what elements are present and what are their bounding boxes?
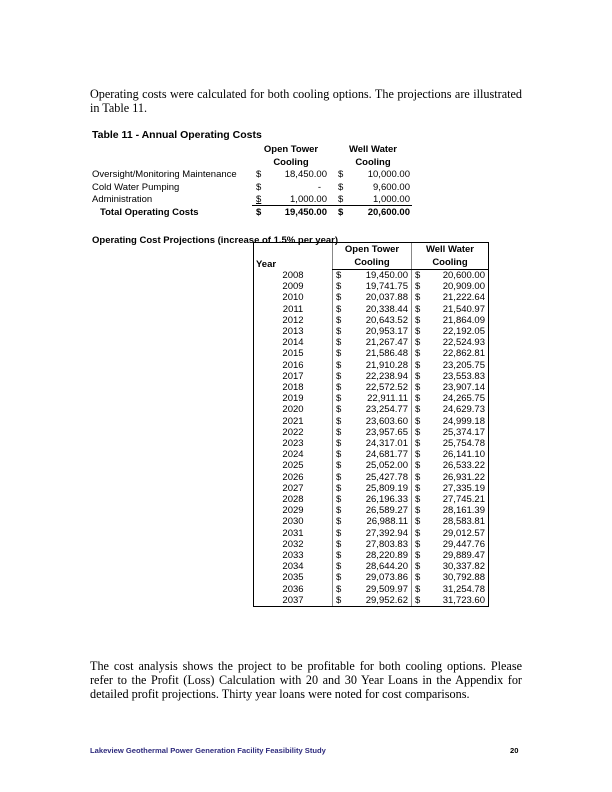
well-water-value: 9,600.00 — [373, 181, 410, 193]
open-tower-total: 19,450.00 — [284, 206, 327, 218]
currency-symbol: $ — [333, 449, 351, 460]
currency-symbol: $ — [412, 281, 428, 292]
currency-symbol: $ — [333, 292, 351, 303]
page-number: 20 — [510, 746, 519, 755]
year-cell: 2034 — [254, 561, 333, 572]
projection-row — [254, 550, 489, 561]
currency-symbol: $ — [412, 371, 428, 382]
currency-symbol: $ — [256, 194, 262, 206]
currency-symbol: $ — [412, 516, 428, 527]
well-water-value: 1,000.00 — [373, 194, 410, 206]
annual-col1-header-line2: Cooling — [273, 156, 309, 168]
annual-col2-header-line1: Well Water — [348, 144, 398, 155]
well-water-cell: 29,889.47 — [427, 550, 489, 561]
open-tower-value: 18,450.00 — [284, 169, 327, 181]
projection-row — [254, 416, 489, 427]
open-tower-cell: 24,681.77 — [365, 449, 408, 461]
projection-row — [254, 304, 489, 315]
year-cell: 2033 — [254, 550, 333, 561]
currency-symbol: $ — [333, 281, 351, 292]
currency-symbol: $ — [338, 194, 344, 206]
currency-symbol: $ — [412, 494, 428, 505]
well-water-cell: 22,862.81 — [427, 348, 489, 359]
open-tower-header-line1: Open Tower — [333, 243, 412, 257]
open-tower-cell: 25,427.78 — [365, 471, 408, 483]
currency-symbol: $ — [412, 360, 428, 371]
open-tower-cell: 26,196.33 — [365, 494, 408, 506]
currency-symbol: $ — [412, 539, 428, 550]
currency-symbol: $ — [412, 472, 428, 483]
currency-symbol: $ — [256, 206, 262, 218]
currency-symbol: $ — [412, 528, 428, 539]
annual-col2-header-line2: Cooling — [355, 156, 391, 168]
currency-symbol: $ — [333, 315, 351, 326]
year-cell: 2028 — [254, 494, 333, 505]
well-water-cell: 23,205.75 — [427, 360, 489, 371]
currency-symbol: $ — [333, 326, 351, 337]
well-water-header-line2: Cooling — [412, 256, 489, 270]
year-cell: 2030 — [254, 516, 333, 527]
well-water-cell: 21,540.97 — [427, 304, 489, 315]
projection-row — [254, 371, 489, 382]
currency-symbol: $ — [412, 337, 428, 348]
well-water-cell: 22,192.05 — [427, 326, 489, 337]
currency-symbol: $ — [333, 360, 351, 371]
currency-symbol: $ — [412, 326, 428, 337]
currency-symbol: $ — [412, 460, 428, 471]
open-tower-cell: 20,037.88 — [365, 292, 408, 304]
open-tower-cell: 28,220.89 — [365, 550, 408, 562]
total-label: Total Operating Costs — [100, 206, 199, 218]
well-water-cell: 26,533.22 — [427, 460, 489, 471]
open-tower-cell: 21,586.48 — [365, 348, 408, 360]
open-tower-cell: 20,338.44 — [365, 303, 408, 315]
currency-symbol: $ — [412, 449, 428, 460]
currency-symbol: $ — [333, 337, 351, 348]
open-tower-cell: 19,450.00 — [365, 270, 408, 281]
well-water-cell: 23,907.14 — [427, 382, 489, 393]
open-tower-cell: 23,957.65 — [365, 426, 408, 438]
projection-row — [254, 472, 489, 483]
currency-symbol: $ — [412, 404, 428, 415]
year-cell: 2017 — [254, 371, 333, 382]
footer-document-title: Lakeview Geothermal Power Generation Facility Feasibility Study — [90, 746, 326, 755]
open-tower-cell: 29,952.62 — [350, 595, 412, 607]
open-tower-cell: 21,267.47 — [365, 337, 408, 349]
well-water-cell: 29,012.57 — [427, 528, 489, 539]
open-tower-cell: 24,317.01 — [365, 438, 408, 450]
well-water-cell: 30,792.88 — [427, 572, 489, 583]
currency-symbol: $ — [256, 169, 262, 181]
projection-row — [254, 292, 489, 303]
currency-symbol: $ — [412, 595, 428, 607]
open-tower-cell: 19,741.75 — [365, 281, 408, 293]
projection-row — [254, 494, 489, 505]
currency-symbol: $ — [333, 404, 351, 415]
currency-symbol: $ — [412, 304, 428, 315]
currency-symbol: $ — [338, 181, 344, 193]
annual-table-title: Table 11 - Annual Operating Costs — [92, 129, 262, 141]
well-water-cell: 21,864.09 — [427, 315, 489, 326]
well-water-cell: 31,723.60 — [427, 595, 489, 607]
projection-row — [254, 393, 489, 404]
currency-symbol: $ — [412, 483, 428, 494]
currency-symbol: $ — [412, 315, 428, 326]
projection-row — [254, 595, 489, 607]
year-cell: 2032 — [254, 539, 333, 550]
projection-row — [254, 326, 489, 337]
well-water-header-line1: Well Water — [412, 243, 489, 257]
currency-symbol: $ — [333, 371, 351, 382]
currency-symbol: $ — [333, 416, 351, 427]
open-tower-cell: 29,509.97 — [365, 583, 408, 595]
closing-paragraph: The cost analysis shows the project to be profitable for both cooling options. Please refer to the Profit (Loss) Calculation with 20 and 30 Year Loans in the Appendix for detailed profit projections. Thirty year loans were noted for cost comparisons. — [90, 659, 522, 701]
well-water-cell: 28,583.81 — [427, 516, 489, 527]
currency-symbol: $ — [412, 561, 428, 572]
currency-symbol: $ — [333, 572, 351, 583]
year-cell: 2016 — [254, 360, 333, 371]
projection-row — [254, 483, 489, 494]
projection-row — [254, 460, 489, 471]
year-cell: 2021 — [254, 416, 333, 427]
currency-symbol: $ — [338, 169, 344, 181]
projection-row — [254, 360, 489, 371]
year-header: Year — [254, 243, 333, 270]
currency-symbol: $ — [333, 550, 351, 561]
projection-row — [254, 528, 489, 539]
open-tower-cell: 20,643.52 — [365, 314, 408, 326]
year-cell: 2023 — [254, 438, 333, 449]
year-cell: 2024 — [254, 449, 333, 460]
currency-symbol: $ — [333, 427, 351, 438]
open-tower-cell: 21,910.28 — [365, 359, 408, 371]
well-water-cell: 29,447.76 — [427, 539, 489, 550]
year-cell: 2009 — [254, 281, 333, 292]
year-cell: 2020 — [254, 404, 333, 415]
well-water-cell: 21,222.64 — [427, 292, 489, 303]
currency-symbol: $ — [412, 292, 428, 303]
open-tower-cell: 20,953.17 — [365, 326, 408, 338]
year-cell: 2022 — [254, 427, 333, 438]
currency-symbol: $ — [333, 516, 351, 527]
currency-symbol: $ — [412, 505, 428, 516]
projection-row — [254, 584, 489, 595]
well-water-cell: 23,553.83 — [427, 371, 489, 382]
annual-col1-header-line1: Open Tower — [263, 144, 319, 155]
year-cell: 2015 — [254, 348, 333, 359]
year-cell: 2014 — [254, 337, 333, 348]
open-tower-cell: 26,589.27 — [365, 505, 408, 517]
open-tower-cell: 22,572.52 — [365, 382, 408, 394]
projection-row — [254, 427, 489, 438]
well-water-cell: 26,141.10 — [427, 449, 489, 460]
currency-symbol: $ — [333, 584, 351, 595]
year-cell: 2027 — [254, 483, 333, 494]
currency-symbol: $ — [333, 348, 351, 359]
currency-symbol: $ — [412, 572, 428, 583]
currency-symbol: $ — [333, 304, 351, 315]
well-water-cell: 24,629.73 — [427, 404, 489, 415]
projection-row — [254, 337, 489, 348]
year-cell: 2019 — [254, 393, 333, 404]
open-tower-cell: 22,238.94 — [365, 370, 408, 382]
open-tower-cell: 27,392.94 — [365, 527, 408, 539]
projection-row — [254, 281, 489, 292]
year-cell: 2035 — [254, 572, 333, 583]
projection-table-title: Operating Cost Projections (increase of 1.5% per year) — [92, 235, 339, 246]
well-water-cell: 20,909.00 — [427, 281, 489, 292]
projection-row — [254, 404, 489, 415]
currency-symbol: $ — [338, 206, 344, 218]
open-tower-cell: 25,052.00 — [365, 460, 408, 472]
well-water-cell: 22,524.93 — [427, 337, 489, 348]
currency-symbol: $ — [333, 393, 351, 404]
year-cell: 2025 — [254, 460, 333, 471]
projection-row — [254, 561, 489, 572]
open-tower-value: - — [317, 181, 321, 193]
currency-symbol: $ — [412, 584, 428, 595]
well-water-cell: 28,161.39 — [427, 505, 489, 516]
well-water-cell: 27,335.19 — [427, 483, 489, 494]
year-cell: 2008 — [254, 270, 333, 282]
projection-row — [254, 539, 489, 550]
projection-row — [254, 270, 489, 282]
currency-symbol: $ — [412, 438, 428, 449]
open-tower-cell: 27,803.83 — [365, 538, 408, 550]
open-tower-cell: 22,911.11 — [367, 393, 408, 405]
open-tower-header-line2: Cooling — [333, 256, 412, 270]
year-cell: 2036 — [254, 584, 333, 595]
currency-symbol: $ — [333, 460, 351, 471]
open-tower-cell: 23,254.77 — [365, 404, 408, 416]
currency-symbol: $ — [333, 505, 351, 516]
well-water-total: 20,600.00 — [367, 206, 410, 218]
well-water-cell: 25,374.17 — [427, 427, 489, 438]
year-cell: 2031 — [254, 528, 333, 539]
currency-symbol: $ — [333, 528, 351, 539]
year-cell: 2011 — [254, 304, 333, 315]
projection-row — [254, 505, 489, 516]
well-water-cell: 30,337.82 — [427, 561, 489, 572]
currency-symbol: $ — [333, 472, 351, 483]
year-cell: 2037 — [254, 595, 333, 607]
year-cell: 2012 — [254, 315, 333, 326]
well-water-cell: 24,999.18 — [427, 416, 489, 427]
projection-row — [254, 315, 489, 326]
currency-symbol: $ — [412, 382, 428, 393]
projection-row — [254, 382, 489, 393]
projection-row — [254, 438, 489, 449]
open-tower-value: 1,000.00 — [290, 194, 327, 206]
currency-symbol: $ — [333, 539, 351, 550]
projection-row — [254, 449, 489, 460]
currency-symbol: $ — [412, 427, 428, 438]
operating-cost-projections-table — [253, 242, 489, 607]
currency-symbol: $ — [333, 561, 351, 572]
projection-row — [254, 348, 489, 359]
currency-symbol: $ — [256, 181, 262, 193]
intro-paragraph: Operating costs were calculated for both cooling options. The projections are illustrated in Table 11. — [90, 87, 522, 115]
well-water-value: 10,000.00 — [367, 169, 410, 181]
row-label: Oversight/Monitoring Maintenance — [92, 169, 237, 181]
projection-row — [254, 572, 489, 583]
currency-symbol: $ — [333, 494, 351, 505]
currency-symbol: $ — [412, 348, 428, 359]
well-water-cell: 25,754.78 — [427, 438, 489, 449]
year-cell: 2018 — [254, 382, 333, 393]
open-tower-cell: 28,644.20 — [365, 561, 408, 573]
year-cell: 2026 — [254, 472, 333, 483]
currency-symbol: $ — [333, 438, 351, 449]
well-water-cell: 20,600.00 — [427, 270, 489, 282]
currency-symbol: $ — [412, 393, 428, 404]
row-label: Administration — [92, 194, 153, 206]
currency-symbol: $ — [412, 416, 428, 427]
year-cell: 2010 — [254, 292, 333, 303]
projection-row — [254, 516, 489, 527]
row-label: Cold Water Pumping — [92, 181, 180, 193]
well-water-cell: 31,254.78 — [427, 584, 489, 595]
open-tower-cell: 29,073.86 — [365, 572, 408, 584]
well-water-cell: 24,265.75 — [427, 393, 489, 404]
currency-symbol: $ — [333, 595, 351, 607]
currency-symbol: $ — [333, 270, 351, 282]
currency-symbol: $ — [412, 270, 428, 282]
currency-symbol: $ — [333, 483, 351, 494]
well-water-cell: 27,745.21 — [427, 494, 489, 505]
currency-symbol: $ — [412, 550, 428, 561]
currency-symbol: $ — [333, 382, 351, 393]
open-tower-cell: 26,988.11 — [366, 516, 408, 528]
open-tower-cell: 23,603.60 — [365, 415, 408, 427]
well-water-cell: 26,931.22 — [427, 472, 489, 483]
open-tower-cell: 25,809.19 — [365, 482, 408, 494]
year-cell: 2029 — [254, 505, 333, 516]
year-cell: 2013 — [254, 326, 333, 337]
